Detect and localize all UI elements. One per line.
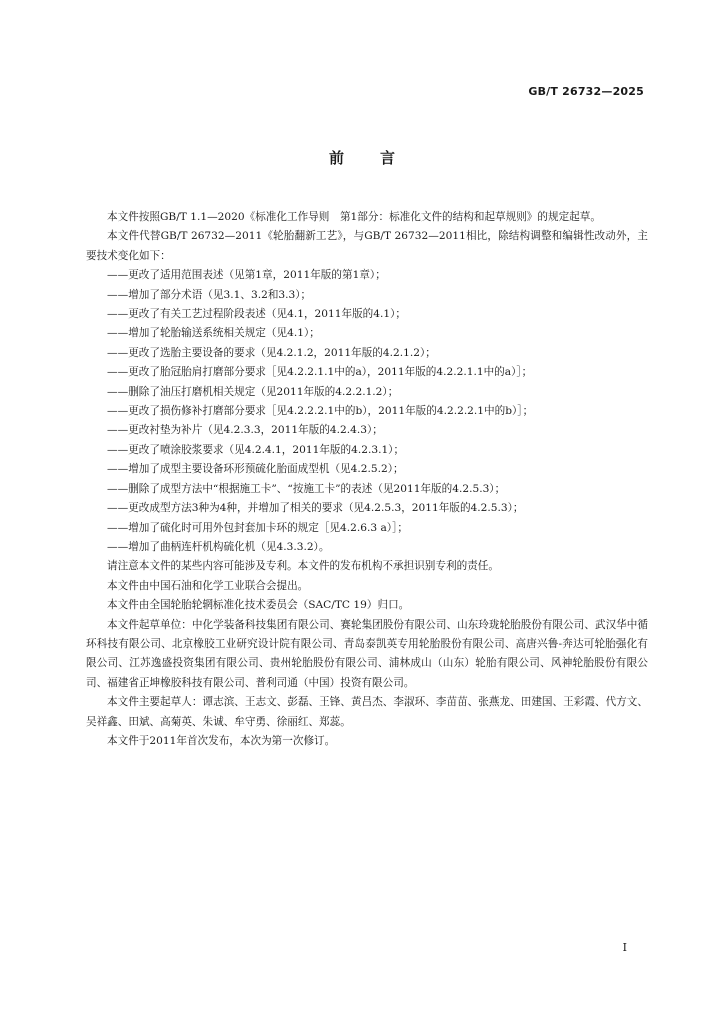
intro-paragraph: 本文件按照GB/T 1.1—2020《标准化工作导则 第1部分：标准化文件的结构和起草规则》的规定起草。	[107, 211, 601, 223]
list-item: ——增加了硫化时可用外包封套加卡环的规定［见4.2.6.3 a）］；	[107, 521, 408, 534]
release-history-paragraph: 本文件于2011年首次发布，本次为第一次修订。	[107, 734, 336, 747]
list-item: ——更改了胎冠胎肩打磨部分要求［见4.2.2.1.1中的a），2011年版的4.2.2.1.1中的a）］；	[107, 366, 533, 379]
page-title: 前言	[328, 149, 431, 167]
page-number: I	[622, 941, 627, 954]
patent-notice: 请注意本文件的某些内容可能涉及专利。本文件的发布机构不承担识别专利的责任。	[107, 560, 499, 573]
list-item: ——更改衬垫为补片（见4.2.3.3，2011年版的4.2.4.3）；	[107, 424, 383, 437]
list-item: ——更改了适用范围表述（见第1章，2011年版的第1章）；	[107, 269, 386, 282]
list-item: ——增加了部分术语（见3.1、3.2和3.3）；	[107, 288, 312, 301]
drafting-units-paragraph: 本文件起草单位：中化学装备科技集团有限公司、赛轮集团股份有限公司、山东玲珑轮胎股份有限公司、武汉华中循环科技有限公司、北京橡胶工业研究设计院有限公司、青岛泰凯英专用轮胎股份有限公司、高唐兴鲁-奔达可轮胎强化有限公司、江苏逸盛投资集团有限公司、贵州轮胎股份有限公司、浦林成山（山东）轮胎有限公司、风神轮胎股份有限公司、福建省正坤橡胶科技有限公司、普利司通（中国）投资有限公司。	[86, 618, 648, 689]
intro-paragraph: 本文件代替GB/T 26732—2011《轮胎翻新工艺》，与GB/T 26732—2011相比，除结构调整和编辑性改动外，主要技术变化如下：	[86, 230, 648, 262]
list-item: ——增加了曲柄连杆机构硫化机（见4.3.3.2）。	[107, 540, 330, 553]
changes-list	[86, 266, 648, 557]
list-item: ——更改了喷涂胶浆要求（见4.2.4.1，2011年版的4.2.3.1）；	[107, 443, 405, 456]
list-item: ——增加了成型主要设备环形预硫化胎面成型机（见4.2.5.2）；	[107, 463, 404, 476]
list-item: ——删除了成型方法中“根据施工卡”、“按施工卡”的表述（见2011年版的4.2.5.3）；	[107, 482, 506, 495]
list-item: ——增加了轮胎输送系统相关规定（见4.1）；	[107, 327, 320, 340]
drafters-paragraph: 本文件主要起草人：谭志滨、王志文、彭磊、王锋、黄吕杰、李淑环、李苗苗、张燕龙、田建国、王彩霞、代方文、吴祥鑫、田斌、高菊英、朱诚、牟守勇、徐丽红、郑蕊。	[86, 696, 648, 728]
list-item: ——更改了选胎主要设备的要求（见4.2.1.2，2011年版的4.2.1.2）；	[107, 346, 436, 359]
proposer-paragraph: 本文件由中国石油和化学工业联合会提出。	[107, 579, 309, 592]
committee-paragraph: 本文件由全国轮胎轮辋标准化技术委员会（SAC/TC 19）归口。	[107, 599, 410, 612]
standard-code-header: GB/T 26732—2025	[528, 85, 644, 98]
list-item: ——删除了油压打磨机相关规定（见2011年版的4.2.2.1.2）；	[107, 385, 399, 398]
list-item: ——更改成型方法3种为4种，并增加了相关的要求（见4.2.5.3，2011年版的4.2.5.3）；	[107, 502, 524, 515]
document-body	[86, 208, 648, 751]
list-item: ——更改了损伤修补打磨部分要求［见4.2.2.2.1中的b），2011年版的4.2.2.2.1中的b）］；	[107, 405, 534, 418]
list-item: ——更改了有关工艺过程阶段表述（见4.1，2011年版的4.1）；	[107, 308, 407, 321]
